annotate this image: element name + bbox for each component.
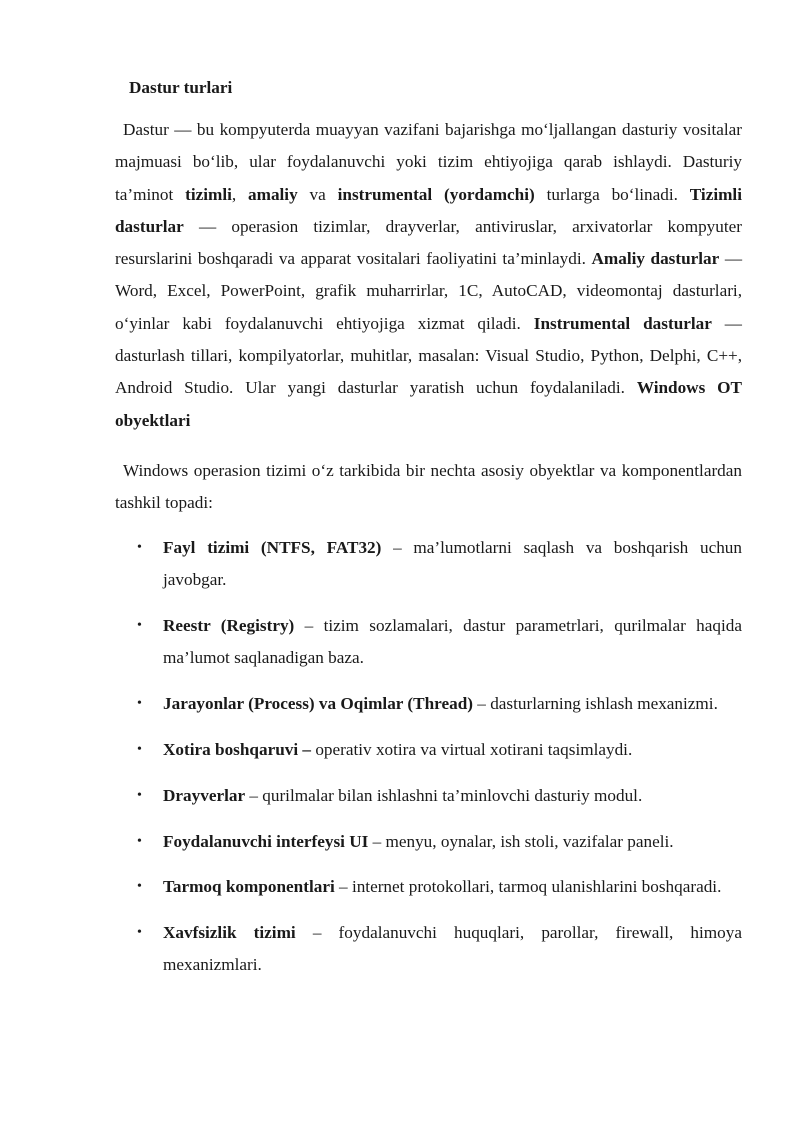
subsection-heading-windows: Windows OT obyektlari [115, 378, 742, 430]
item-term: Foydalanuvchi interfeysi UI [163, 831, 369, 851]
windows-intro-paragraph: Windows operasion tizimi o‘z tarkibida bir nechta asosiy obyektlar va komponentlardan tashkil topadi: [115, 461, 742, 513]
item-description: operativ xotira va virtual xotirani taqsimlaydi. [311, 739, 633, 759]
item-description: – menyu, oynalar, ish stoli, vazifalar paneli. [368, 831, 674, 851]
bullet-icon: • [137, 879, 142, 895]
list-item [115, 610, 742, 675]
bullet-icon: • [137, 925, 142, 941]
list-item [115, 734, 742, 766]
text-run: Dastur — bu kompyuterda muayyan vazifani bajarishga mo‘ljallangan dasturiy vositalar majmuasi bo‘lib, ular foydalanuvchi yoki tizim ehtiyojiga qarab ishlaydi. Dasturiy ta’minot [115, 120, 742, 204]
bold-term-amaliy-dasturlar: Amaliy dasturlar [591, 249, 720, 269]
item-description: – ma’lumotlarni saqlash va boshqarish uchun javobgar. [163, 538, 742, 590]
item-description: – foydalanuvchi huquqlari, parollar, firewall, himoya mexanizmlari. [163, 923, 742, 975]
bold-term-instrumental-dasturlar: Instrumental dasturlar [533, 313, 712, 333]
item-term: Tarmoq komponentlari [163, 877, 335, 897]
item-description: – dasturlarning ishlash mexanizmi. [473, 694, 718, 714]
item-description: – internet protokollari, tarmoq ulanishlarini boshqaradi. [334, 877, 722, 897]
bullet-icon: • [137, 618, 142, 634]
list-item [115, 826, 742, 858]
bold-term-tizimli: tizimli [185, 184, 232, 204]
item-description: – qurilmalar bilan ishlashni ta’minlovchi dasturiy modul. [245, 785, 643, 805]
item-term: Jarayonlar (Process) va Oqimlar (Thread) [163, 694, 473, 714]
bullet-icon: • [137, 540, 142, 555]
section-title: Dastur turlari [129, 78, 233, 97]
item-term: Reestr (Registry) [163, 616, 295, 636]
text-run: va [297, 184, 338, 204]
item-term: Xavfsizlik tizimi [163, 923, 296, 943]
windows-objects-list [115, 532, 742, 995]
bold-term-tizimli-dasturlar: Tizimli dasturlar [115, 184, 742, 236]
text-run: , [231, 184, 249, 204]
bullet-icon: • [137, 833, 142, 849]
bullet-icon: • [137, 741, 142, 757]
bullet-icon: • [137, 696, 142, 712]
bold-term-instrumental: instrumental (yordamchi) [337, 184, 535, 204]
text-run: — Word, Excel, PowerPoint, grafik muharrirlar, 1C, AutoCAD, videomontaj dasturlari, o‘yinlar kabi foydalanuvchi ehtiyojiga xizmat qiladi. [115, 249, 743, 333]
text-run: — dasturlash tillari, kompilyatorlar, muhitlar, masalan: Visual Studio, Python, Delphi, C++, Android Studio. Ular yangi dasturlar yaratish uchun foydalaniladi. [115, 313, 742, 398]
bold-term-amaliy: amaliy [248, 184, 298, 204]
list-item [115, 688, 742, 720]
item-term: Fayl tizimi (NTFS, FAT32) [163, 538, 382, 557]
text-run: — operasion tizimlar, drayverlar, antiviruslar, arxivatorlar kompyuter resurslarini boshqaradi va apparat vositalari faoliyatini ta’minlaydi. [115, 216, 742, 269]
list-item [115, 780, 742, 812]
list-item [115, 917, 742, 982]
intro-paragraph [115, 114, 742, 437]
text-run: turlarga bo‘linadi. [534, 184, 690, 204]
list-item [115, 532, 742, 597]
item-term: Drayverlar [163, 785, 246, 805]
list-item [115, 871, 742, 903]
item-description: – tizim sozlamalari, dastur parametrlari, qurilmalar haqida ma’lumot saqlanadigan baza. [163, 616, 742, 668]
bullet-icon: • [137, 787, 142, 803]
item-term: Xotira boshqaruvi – [163, 739, 312, 759]
